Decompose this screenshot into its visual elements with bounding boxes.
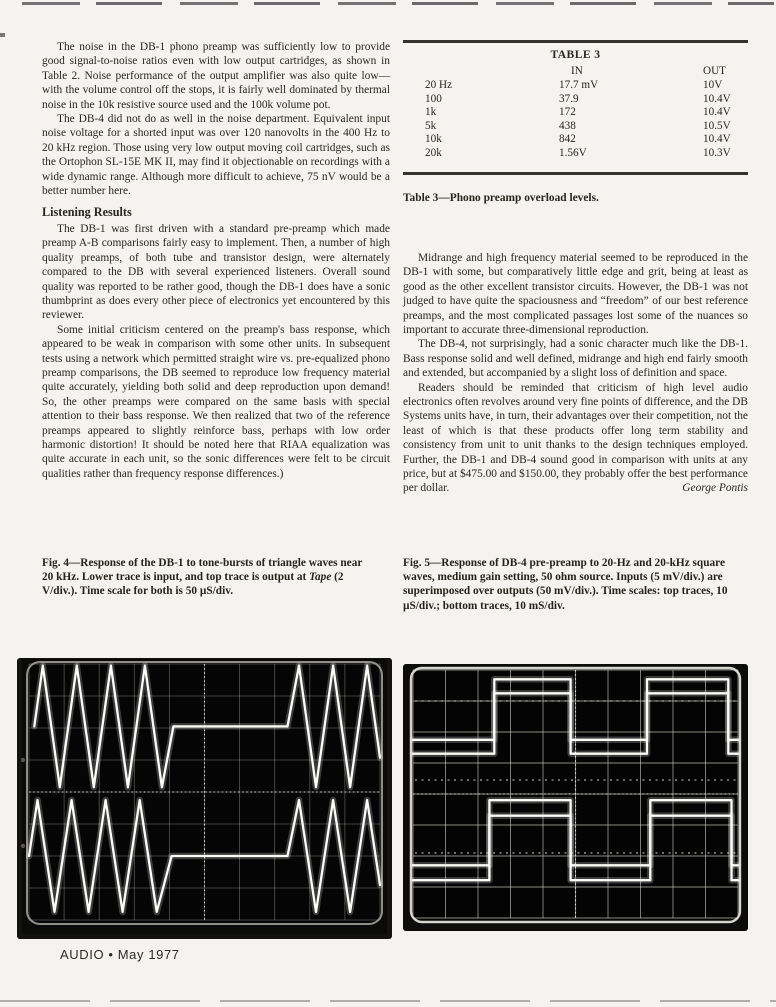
scan-artifact-bottom <box>0 1000 776 1002</box>
table-row <box>403 106 748 120</box>
table3-caption: Table 3—Phono preamp overload levels. <box>403 191 599 204</box>
fig5-scope-screen <box>403 664 748 931</box>
cell-in: 37.9 <box>559 92 579 105</box>
paragraph <box>403 381 748 496</box>
cell-in: 1.56V <box>559 146 587 159</box>
table-row <box>403 93 748 107</box>
cell-in: 17.7 mV <box>559 79 599 91</box>
cell-frequency: 20k <box>425 146 442 159</box>
fig5-caption: Fig. 5—Response of DB-4 pre-preamp to 20-Hz and 20-kHz square waves, medium gain setting, 50 ohm source. Inputs (5 mV/div.) are superimposed over outputs (50 mV/div.). Time scales: top traces, 10 µS/div.; bottom traces, 10 mS/div. <box>403 557 728 612</box>
table3 <box>403 40 748 175</box>
scan-edge-mark <box>0 33 5 37</box>
paragraph: The DB-1 was first driven with a standard pre-preamp which made preamp A-B comparisons fairly easy to implement. Then, a number of high quality preamps, of both tube and transistor design, were alternately compared to the DB with several experienced listeners. Overall sound quality was reported to be rather good, though the DB-1 does have a sonic thumbprint as does every other piece of electronics yet encountered by this reviewer. <box>42 222 390 322</box>
scan-artifact-top <box>22 2 774 5</box>
cell-out: 10.5V <box>703 119 731 132</box>
cell-out: 10.4V <box>703 133 731 146</box>
table-row <box>403 79 748 93</box>
section-heading: Listening Results <box>42 205 132 220</box>
fig4-caption-italic: Tape <box>309 571 332 584</box>
cell-out: 10.4V <box>703 92 731 105</box>
table-row <box>403 120 748 134</box>
paragraph: Midrange and high frequency material seemed to be reproduced in the DB-1 with some, but comparatively little edge and grit, being at least as good as the other excellent transistor circuits. However, the DB-1 was not judged to have quite the spaciousness and “freedom” of our best reference preamps, and the most complicated passages lost some of the nuances so important to accurate three-dimensional reproduction. <box>403 251 748 336</box>
cell-in: 438 <box>559 119 576 132</box>
table-row <box>403 133 748 147</box>
left-column <box>42 40 390 481</box>
cell-in: 172 <box>559 106 576 119</box>
fig4-scope-screen <box>17 658 392 939</box>
paragraph: Some initial criticism centered on the preamp's bass response, which appeared to be weak in comparison with some other units. In subsequent tests using a network which permitted straight wire vs. pre-equalized phono preamp comparisons, the DB seemed to reproduce low frequency material quite accurately, yielding both solid and deep reproduction upon demand! So, the other preamps were compared on the same basis with special attention to their bass response. We then realized that two of the reference preamps appeared to slightly reinforce bass, perhaps with low order harmonic distortion! It should be noted here that RIAA equalization was quite accurate in each unit, so the sonic differences were felt to be circuit qualities rather than frequency response differences.) <box>42 323 390 480</box>
fig5-oscilloscope-photo <box>403 664 748 931</box>
fig4-caption <box>42 556 374 599</box>
page-footer: AUDIO • May 1977 <box>60 947 180 962</box>
table-row <box>403 147 748 161</box>
author-byline: George Pontis <box>682 482 748 495</box>
table3-col-out: OUT <box>703 65 726 78</box>
cell-out: 10.4V <box>703 106 731 119</box>
cell-frequency: 1k <box>425 106 437 119</box>
fig4-caption-text: Fig. 4—Response of the DB-1 to tone-bursts of triangle waves near 20 kHz. Lower trace is input, and top trace is output at <box>42 557 363 584</box>
table3-header-row <box>403 65 748 79</box>
cell-frequency: 20 Hz <box>425 79 453 91</box>
cell-frequency: 100 <box>425 92 442 105</box>
paragraph-text: Readers should be reminded that criticism of high level audio electronics often revolves around very fine points of difference, and the DB Systems units have, in turn, their advantages over their competition, not the least of which is that these products offer long term stability and consistency from unit to unit thanks to the design techniques employed. Further, the DB-1 and DB-4 sound good in comparison with units at any price, but at $475.00 and $150.00, they probably offer the best performance per dollar. <box>403 381 748 495</box>
right-column <box>403 40 748 496</box>
table3-title: TABLE 3 <box>550 48 601 61</box>
fig4-oscilloscope-photo <box>17 658 392 939</box>
fig4-caption-text: (2 V/div.). Time scale for both is 50 µS/div. <box>42 571 344 598</box>
cell-in: 842 <box>559 133 576 146</box>
bezel-screw <box>21 844 25 848</box>
bezel-screw <box>21 758 25 762</box>
cell-out: 10.3V <box>703 146 731 159</box>
table3-col-in: IN <box>571 65 583 78</box>
paragraph: The DB-4, not surprisingly, had a sonic character much like the DB-1. Bass response solid and well defined, midrange and high end fairly smooth and extended, but accompanied by a slight loss of definition and space. <box>403 338 748 380</box>
cell-frequency: 10k <box>425 133 442 146</box>
paragraph: The noise in the DB-1 phono preamp was sufficiently low to provide good signal-to-noise ratios even with low output cartridges, as shown in Table 2. Noise performance of the output amplifier was also quite low—with the volume control off the stops, it is fairly well dominated by thermal noise in the 10k resistive source used and the 100k volume pot. <box>42 41 390 111</box>
cell-frequency: 5k <box>425 119 437 132</box>
paragraph: The DB-4 did not do as well in the noise department. Equivalent input noise voltage for a shorted input was over 120 nanovolts in the 400 Hz to 20 kHz region. Those using very low output moving coil cartridges, such as the Ortophon SL-15E MK II, may find it objectionable on recordings with a wide dynamic range. Although more difficult to achieve, 75 nV would be a better number here. <box>42 113 390 198</box>
cell-out: 10V <box>703 79 723 91</box>
right-column-text <box>403 251 748 496</box>
